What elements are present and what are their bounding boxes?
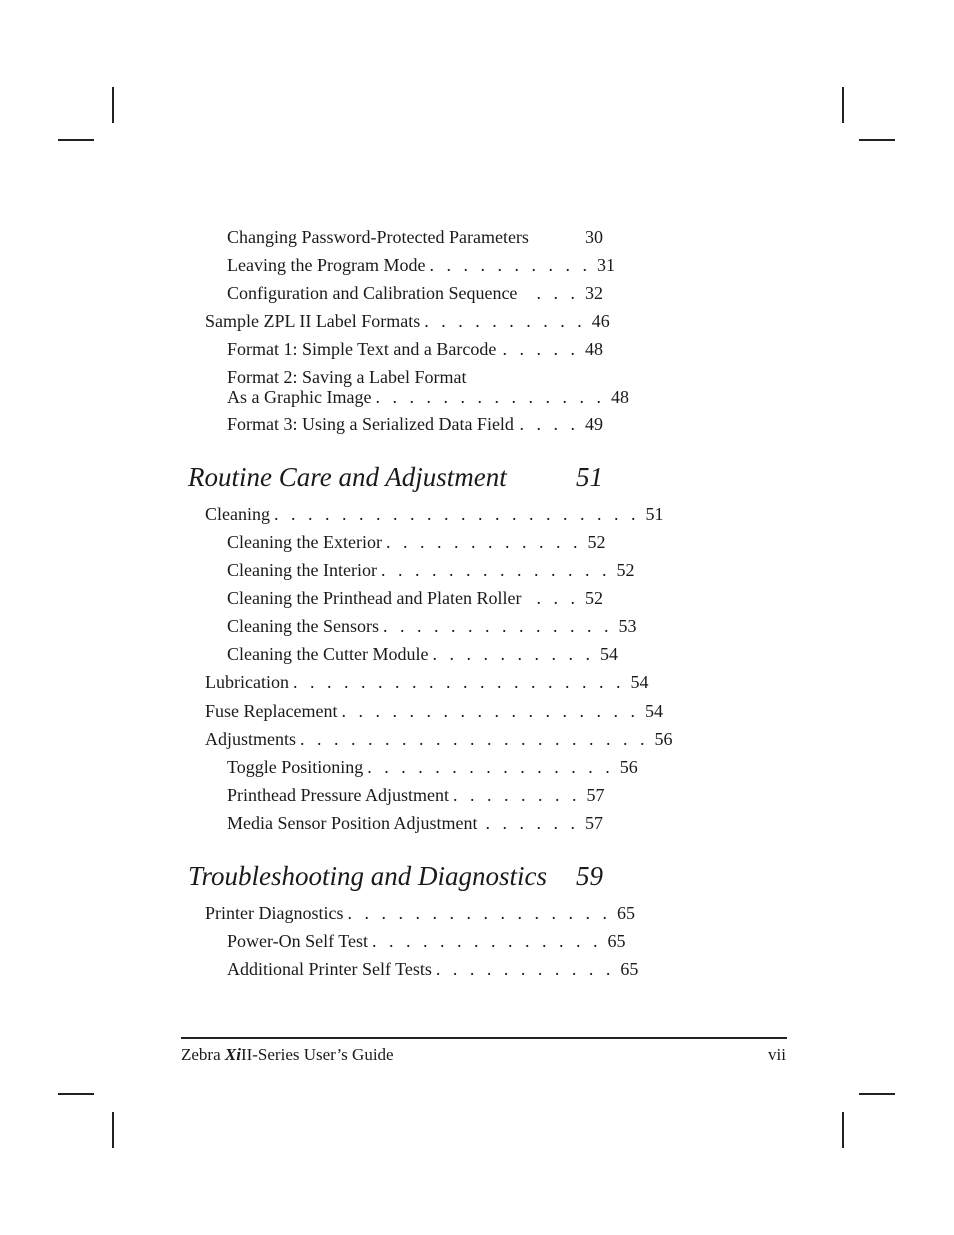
toc-leader: . . . . .: [502, 339, 579, 359]
crop-mark: [112, 87, 114, 123]
toc-entry-title: Printhead Pressure Adjustment: [227, 785, 449, 805]
chapter-title: Routine Care and Adjustment: [188, 462, 507, 492]
toc-entry-page: 52: [587, 532, 606, 552]
toc-entry-page: 65: [616, 903, 635, 923]
footer-page-number: vii: [768, 1045, 786, 1064]
toc-entry-title: Fuse Replacement: [205, 701, 338, 721]
toc-entry[interactable]: [227, 227, 603, 247]
toc-entry-page: 32: [585, 283, 603, 303]
footer-rule: [181, 1037, 787, 1039]
toc-entry-page: 65: [620, 959, 639, 979]
toc-entry-page: 54: [630, 672, 649, 692]
toc-leader: . . . . . . . . . . . . . . . . . .: [341, 701, 639, 721]
toc-entry[interactable]: [227, 560, 635, 580]
toc-entry[interactable]: [205, 672, 649, 692]
toc-leader: . . . . . . . . . .: [429, 255, 591, 275]
toc-entry-page: 56: [619, 757, 638, 777]
crop-mark: [842, 87, 844, 123]
toc-entry-page: 51: [645, 504, 664, 524]
footer-title: [181, 1044, 394, 1066]
toc-entry-page: 46: [591, 311, 610, 331]
toc-entry[interactable]: [227, 414, 603, 434]
toc-leader: . . . . . . . . . . . . . . . . . . . . . .: [274, 504, 640, 524]
toc-entry-title: Changing Password-Protected Parameters: [227, 227, 529, 247]
toc-entry-title-continued: As a Graphic Image: [227, 387, 372, 407]
toc-entry-page: 48: [610, 387, 629, 407]
toc-entry-page: 57: [586, 785, 605, 805]
toc-entry[interactable]: [227, 644, 618, 664]
chapter-heading[interactable]: [188, 462, 603, 492]
toc-entry[interactable]: [227, 367, 629, 407]
toc-leader: . . .: [536, 588, 579, 608]
toc-entry[interactable]: [227, 283, 603, 303]
toc-entry-title: Sample ZPL II Label Formats: [205, 311, 421, 331]
toc-entry-page: 52: [585, 588, 603, 608]
crop-mark: [859, 1093, 895, 1095]
toc-entry[interactable]: [227, 959, 639, 979]
toc-leader: . . . . . . . . . . . . . .: [380, 560, 611, 580]
crop-mark: [842, 1112, 844, 1148]
toc-entry[interactable]: [227, 588, 603, 608]
toc-leader: . . . . . . . . . . . . . . . . . . . .: [292, 672, 625, 692]
toc-entry-title: Format 2: Saving a Label Format: [227, 367, 467, 387]
toc-entry-page: 52: [616, 560, 635, 580]
toc-entry[interactable]: [227, 757, 638, 777]
toc-entry-page: 54: [644, 701, 663, 721]
toc-entry-title: Format 1: Simple Text and a Barcode: [227, 339, 497, 359]
toc-leader: . . . . . . . . . . . . . .: [382, 616, 613, 636]
toc-leader: . . . . . . . .: [452, 785, 581, 805]
toc-entry-page: 57: [585, 813, 603, 833]
toc-entry[interactable]: [227, 785, 603, 805]
toc-entry-page: 31: [596, 255, 615, 275]
toc-leader: . . . . . . . . . .: [424, 311, 586, 331]
toc-entry[interactable]: [227, 813, 603, 833]
toc-entry[interactable]: [227, 255, 615, 275]
toc-entry-title: Leaving the Program Mode: [227, 255, 426, 275]
toc-entry-page: 53: [618, 616, 637, 636]
toc-entry-title: Power-On Self Test: [227, 931, 369, 951]
footer-model-rest: II-Series User’s Guide: [240, 1045, 394, 1064]
toc-entry-title: Cleaning the Interior: [227, 560, 377, 580]
chapter-page: 59: [576, 861, 603, 891]
toc-entry[interactable]: [205, 504, 664, 524]
toc-entry[interactable]: [205, 311, 610, 331]
toc-leader: . . . .: [519, 414, 579, 434]
toc-leader: . . . . . . . . . .: [432, 644, 594, 664]
chapter-heading[interactable]: [188, 861, 603, 891]
toc-entry-title: Cleaning the Sensors: [227, 616, 379, 636]
toc-entry-title: Cleaning the Exterior: [227, 532, 382, 552]
toc-entry-title: Format 3: Using a Serialized Data Field: [227, 414, 514, 434]
toc-leader: . . . . . . . . . . . . . .: [375, 387, 605, 407]
toc-entry-title: Media Sensor Position Adjustment: [227, 813, 478, 833]
toc-entry-title: Configuration and Calibration Sequence: [227, 283, 518, 303]
crop-mark: [58, 139, 94, 141]
toc-leader: . . . . . . . . . . . . . . . .: [347, 903, 611, 923]
toc-entry[interactable]: [205, 903, 635, 923]
footer-model-italic: Xi: [224, 1045, 241, 1064]
toc-entry[interactable]: [205, 701, 663, 721]
toc-entry-title: Printer Diagnostics: [205, 903, 344, 923]
toc-entry-title: Toggle Positioning: [227, 757, 364, 777]
toc-entry[interactable]: [227, 339, 603, 359]
toc-entry[interactable]: [227, 616, 637, 636]
toc-leader: . . . . . . . . . . . . . . . . . . . . .: [300, 729, 649, 749]
crop-mark: [58, 1093, 94, 1095]
crop-mark: [859, 139, 895, 141]
toc-entry[interactable]: [227, 532, 606, 552]
toc-leader: . . . . . . . . . . . . . . .: [367, 757, 614, 777]
chapter-title: Troubleshooting and Diagnostics: [188, 861, 548, 891]
toc-entry-title: Lubrication: [205, 672, 289, 692]
toc-entry-page: 56: [654, 729, 673, 749]
toc-entry[interactable]: [205, 729, 673, 749]
toc-entry-page: 49: [585, 414, 603, 434]
toc-entry-page: 54: [599, 644, 618, 664]
toc-leader: . . . . . . . . . . . . . .: [372, 931, 602, 951]
toc-entry-title: Cleaning the Cutter Module: [227, 644, 429, 664]
crop-mark: [112, 1112, 114, 1148]
toc-leader: . . .: [536, 283, 579, 303]
toc-entry-page: 30: [585, 227, 603, 247]
toc-entry-title: Additional Printer Self Tests: [227, 959, 432, 979]
toc-entry-page: 65: [607, 931, 626, 951]
toc-entry[interactable]: [227, 931, 626, 951]
footer-brand: Zebra: [181, 1045, 225, 1064]
toc-entry-page: 48: [585, 339, 603, 359]
toc-entry-title: Adjustments: [205, 729, 297, 749]
chapter-page: 51: [576, 462, 603, 492]
toc-leader: . . . . . . . . . . .: [435, 959, 615, 979]
toc-leader: . . . . . . . . . . . .: [385, 532, 582, 552]
toc-leader: . . . . . .: [485, 813, 579, 833]
toc-entry-title: Cleaning: [205, 504, 270, 524]
toc-entry-title: Cleaning the Printhead and Platen Roller: [227, 588, 522, 608]
